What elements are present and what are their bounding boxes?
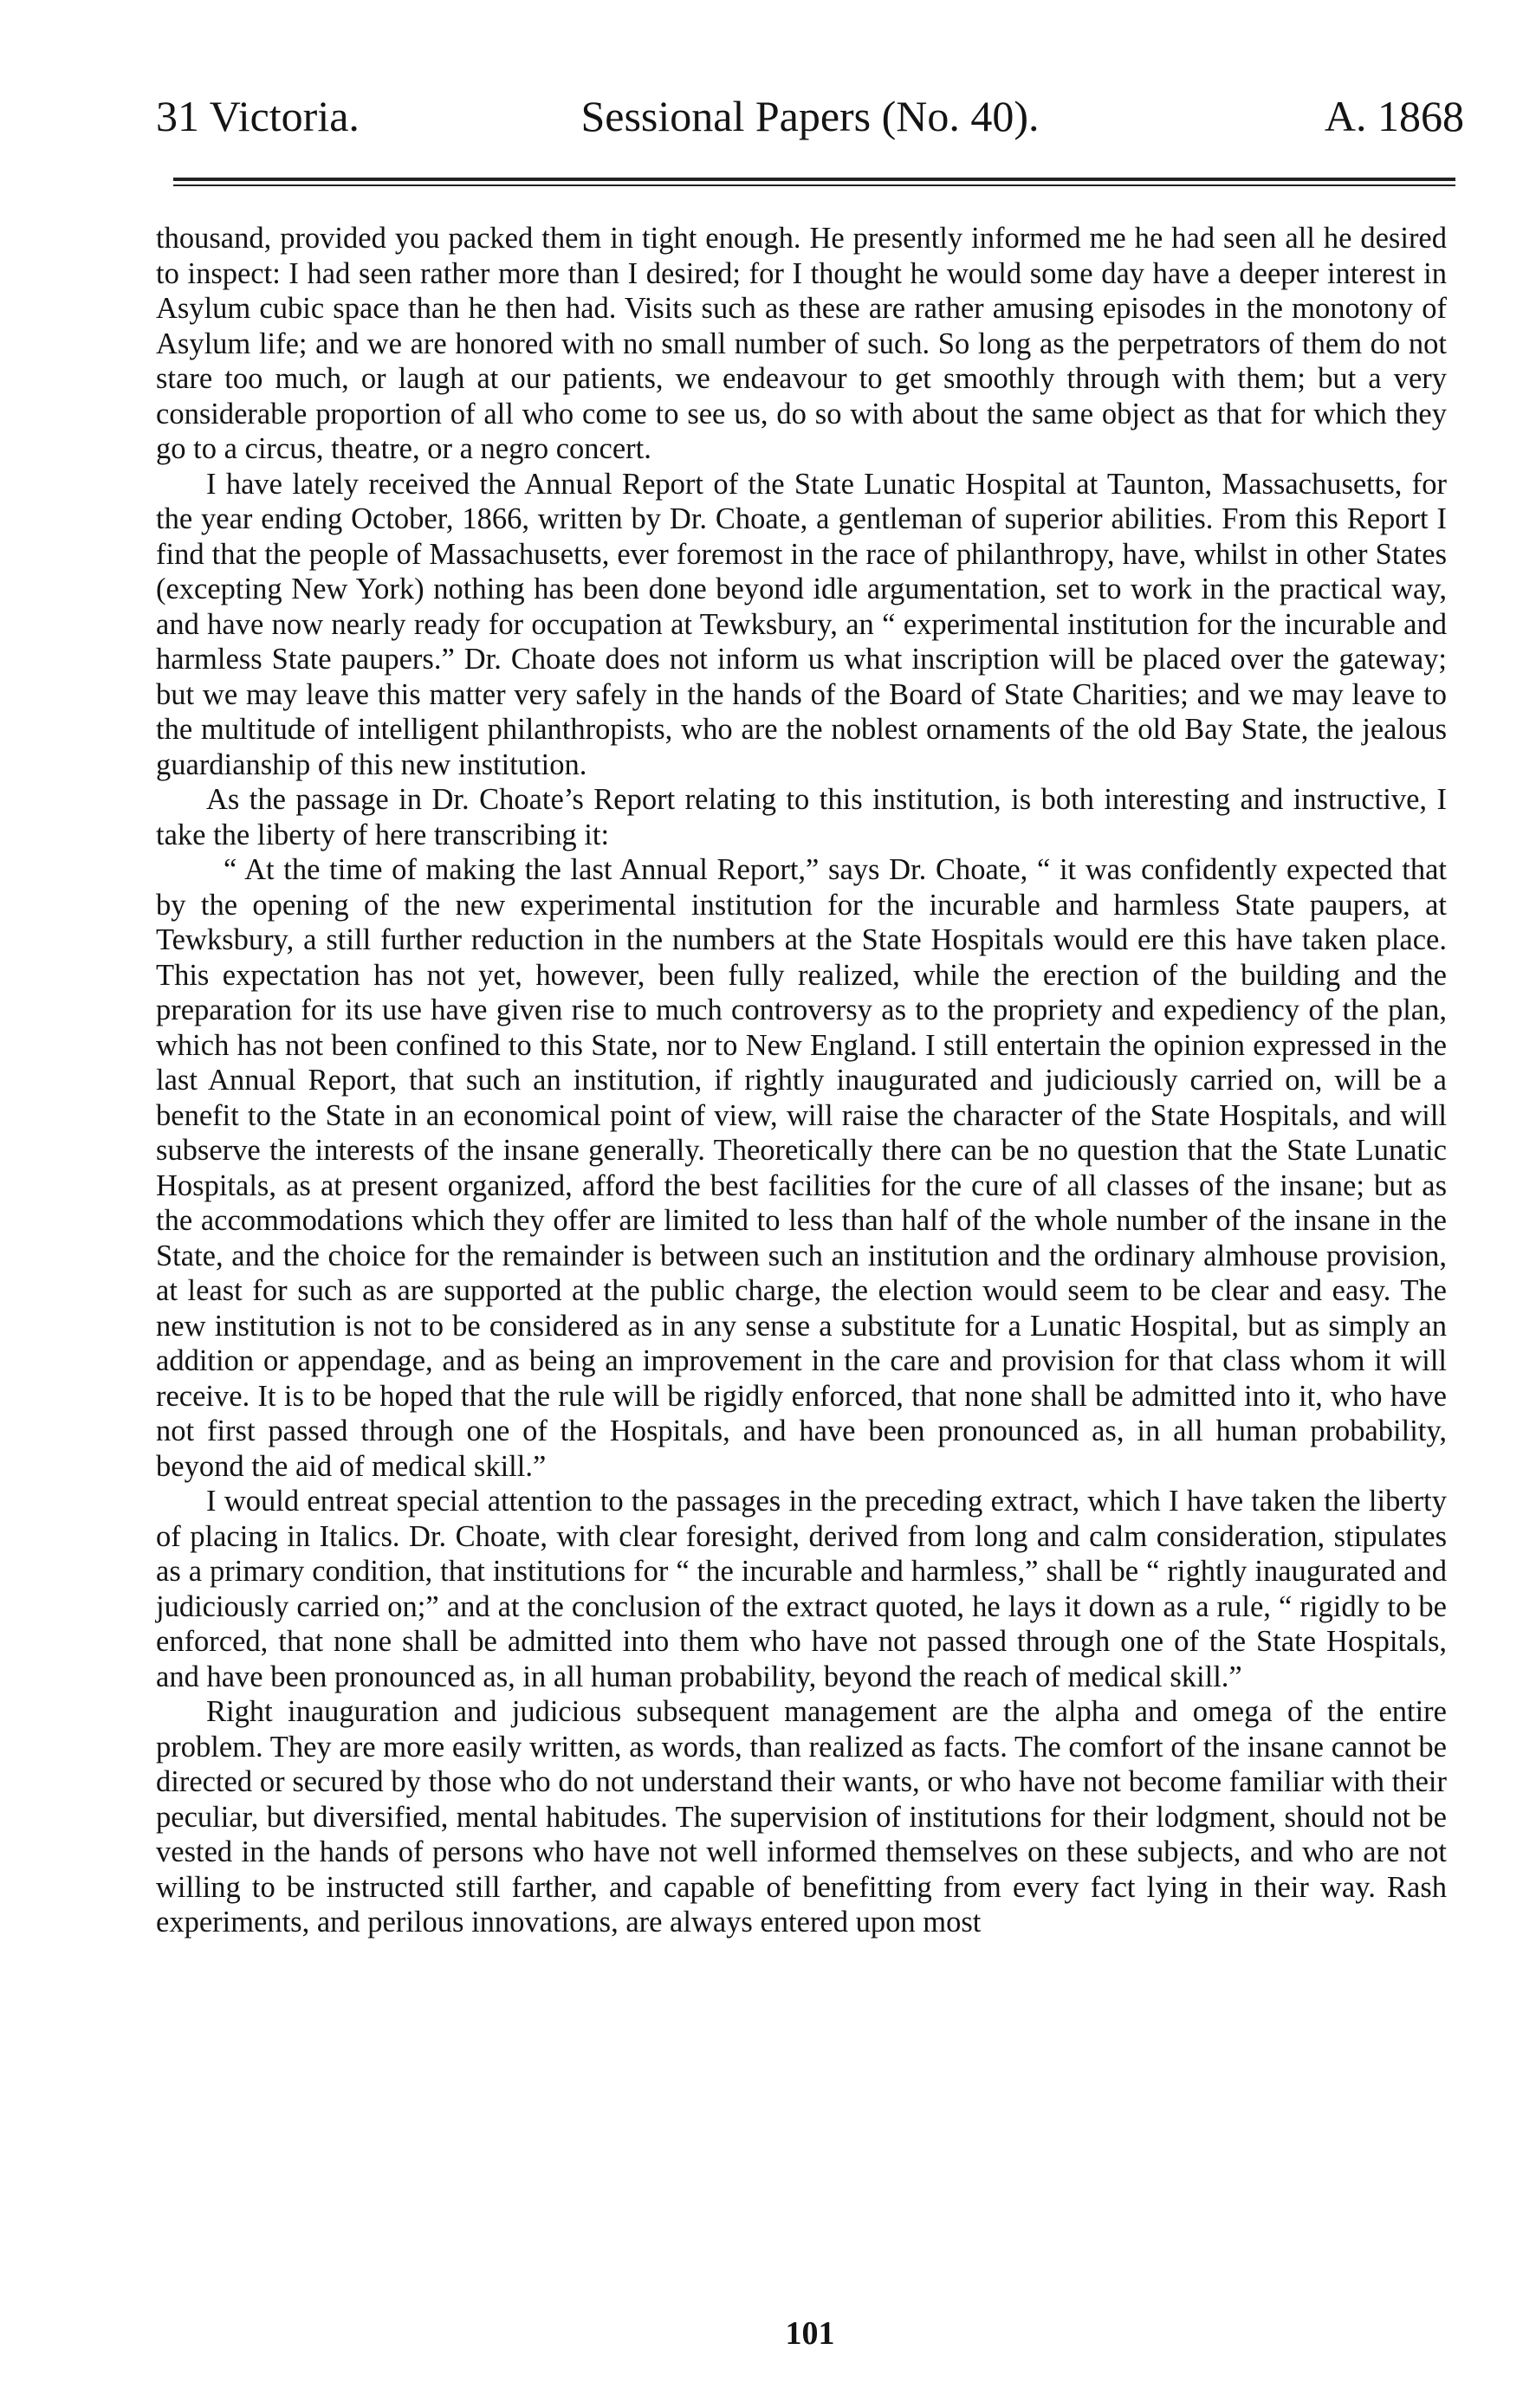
paragraph-taunton-report: I have lately received the Annual Report of the State Lunatic Hospital at Taunton, Massachusetts, for the year ending October, 1866, written by Dr. Choate, a gentleman of superior abilities. From this Report I find that the people of Massachusetts, ever foremost in the race of philanthropy, have, whilst in other States (excepting New York) nothing has been done beyond idle argumentation, set to work in the practical way, and have now nearly ready for occupation at Tewksbury, an “ experimental institution for the incurable and harmless State paupers.” Dr. Choate does not inform us what inscription will be placed over the gateway; but we may leave this matter very safely in the hands of the Board of State Charities; and we may leave to the multitude of intelligent philanthropists, who are the noblest ornaments of the old Bay State, the jealous guardianship of this new institution. [156, 467, 1447, 781]
running-header [156, 91, 1464, 160]
header-rule-thin [173, 184, 1455, 186]
year-label: A. 1868 [1324, 92, 1464, 140]
publication-title: Sessional Papers (No. 40). [580, 92, 1040, 140]
paragraph-continuation: thousand, provided you packed them in tight enough. He presently informed me he had seen all he desired to inspect: I had seen rather more than I desired; for I thought he would some day have a deeper interest in Asylum cubic space than he then had. Visits such as these are rather amusing episodes in the monotony of Asylum life; and we are honored with no small number of such. So long as the perpetrators of them do not stare too much, or laugh at our patients, we endeavour to get smoothly through with them; but a very considerable proportion of all who come to see us, do so with about the same object as that for which they go to a circus, theatre, or a negro concert. [156, 222, 1447, 465]
body-text [156, 221, 1447, 1940]
paragraph-right-inauguration: Right inauguration and judicious subsequent management are the alpha and omega of the entire problem. They are more easily written, as words, than realized as facts. The comfort of the insane cannot be directed or secured by those who do not understand their wants, or who have not become familiar with their peculiar, but diversified, mental habitudes. The supervision of institutions for their lodgment, should not be vested in the hands of persons who have not well informed themselves on these subjects, and who are not willing to be instructed still farther, and capable of benefitting from every fact lying in their way. Rash experiments, and perilous innovations, are always entered upon most [156, 1695, 1447, 1939]
document-page [156, 0, 1464, 2408]
header-rule-thick [173, 178, 1455, 181]
page-number: 101 [785, 2315, 835, 2352]
volume-label: 31 Victoria. [156, 92, 360, 140]
paragraph-choate-quote: “ At the time of making the last Annual Report,” says Dr. Choate, “ it was confidently expected that by the opening of the new experimental institution for the incurable and harmless State paupers, at Tewksbury, a still further reduction in the numbers at the State Hospitals would ere this have taken place. This expectation has not yet, however, been fully realized, while the erection of the building and the preparation for its use have given rise to much controversy as to the propriety and expediency of the plan, which has not been confined to this State, nor to New England. I still entertain the opinion expressed in the last Annual Report, that such an institution, if rightly inaugurated and judiciously carried on, will be a benefit to the State in an economical point of view, will raise the character of the State Hospitals, and will subserve the interests of the insane generally. Theoretically there can be no question that the State Lunatic Hospitals, as at present organized, afford the best facilities for the cure of all classes of the insane; but as the accommodations which they offer are limited to less than half of the whole number of the insane in the State, and the choice for the remainder is between such an institution and the ordinary almhouse provision, at least for such as are supported at the public charge, the election would seem to be clear and easy. The new institution is not to be considered as in any sense a substitute for a Lunatic Hospital, but as simply an addition or appendage, and as being an improvement in the care and provision for that class whom it will receive. It is to be hoped that the rule will be rigidly enforced, that none shall be admitted into it, who have not first passed through one of the Hospitals, and have been pronounced as, in all human probability, beyond the aid of medical skill.” [156, 853, 1447, 1483]
paragraph-italics-note: I would entreat special attention to the passages in the preceding extract, which I have taken the liberty of placing in Italics. Dr. Choate, with clear foresight, derived from long and calm consideration, stipulates as a primary condition, that institutions for “ the incurable and harmless,” shall be “ rightly inaugurated and judiciously carried on;” and at the conclusion of the extract quoted, he lays it down as a rule, “ rigidly to be enforced, that none shall be admitted into them who have not passed through one of the State Hospitals, and have been pronounced as, in all human probability, beyond the reach of medical skill.” [156, 1485, 1447, 1693]
paragraph-transcription-intro: As the passage in Dr. Choate’s Report relating to this institution, is both interesting and instructive, I take the liberty of here transcribing it: [156, 783, 1447, 851]
